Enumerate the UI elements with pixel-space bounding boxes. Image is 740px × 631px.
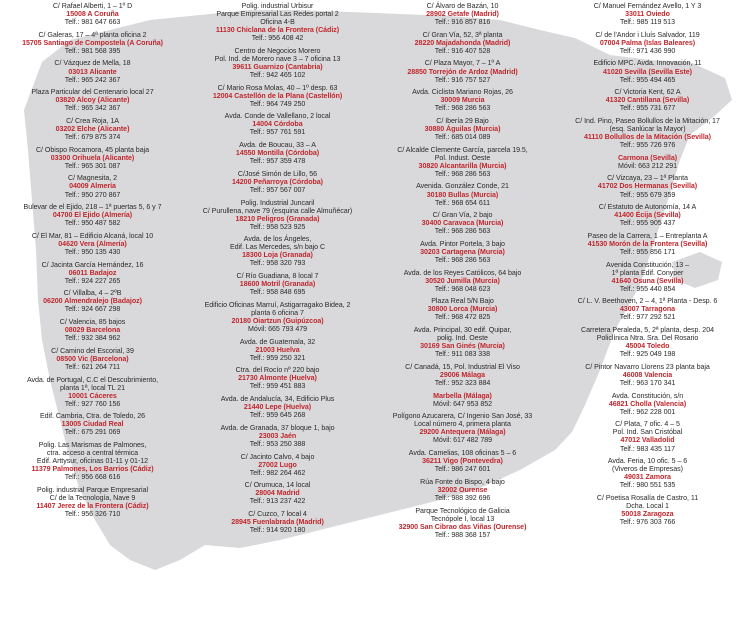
office-entry: [185, 453, 370, 477]
office-address: C/ Orumuca, 14 local: [244, 481, 311, 490]
office-phone: Telf.: 988 368 157: [434, 530, 491, 539]
office-address: 1ª planta Edif. Conyper: [611, 268, 684, 277]
office-entry: [555, 117, 740, 149]
office-address: C/ Pintor Navarro Llorens 23 planta baja: [585, 362, 710, 371]
office-phone: Telf.: 942 465 102: [249, 70, 306, 79]
office-city: 46008 Valencia: [622, 370, 673, 379]
office-address: C/ Villalba, 4 – 2ºB: [63, 289, 122, 298]
office-entry: [0, 261, 185, 285]
office-address: Local número 4, primera planta: [414, 420, 511, 429]
office-phone: Telf.: 957 359 478: [249, 157, 306, 166]
office-phone: Telf.: 958 848 695: [249, 288, 306, 297]
office-phone: Telf.: 986 247 601: [434, 465, 491, 474]
office-entry: [185, 141, 370, 165]
office-phone: Telf.: 968 654 611: [435, 198, 490, 207]
office-entry: [0, 289, 185, 313]
office-address: Dcha. Local 1: [626, 501, 669, 510]
office-city: 43007 Tarragona: [619, 305, 676, 314]
office-entry: [370, 31, 555, 55]
office-city: Marbella (Málaga): [433, 391, 492, 400]
office-phone: Telf.: 950 487 582: [64, 219, 121, 228]
office-city: 15008 A Coruña: [66, 10, 119, 19]
office-entry: [0, 441, 185, 481]
office-city: 45004 Toledo: [625, 342, 670, 351]
office-entry: [185, 481, 370, 505]
office-city: 28850 Torrejón de Ardoz (Madrid): [407, 67, 518, 76]
office-address: C/José Simón de Lillo, 56: [237, 169, 318, 178]
office-city: 21003 Huelva: [255, 345, 300, 354]
office-address: Avda. de los Ángeles,: [243, 235, 312, 244]
office-address: Edificio MPC. Avda. Innovación, 11: [593, 59, 702, 68]
office-phone: Telf.: 963 170 341: [619, 379, 676, 387]
office-address: Tecnópole I, local 13: [430, 514, 495, 523]
office-address: C/ de l'Andor i Lluís Salvador, 119: [595, 30, 700, 39]
office-phone: Telf.: 981 568 395: [64, 46, 121, 55]
office-address: Avda. Principal, 30 edif. Quipar,: [413, 326, 512, 335]
office-phone: Telf.: 957 567 007: [249, 185, 306, 194]
office-phone: Telf.: 965 342 367: [64, 104, 121, 113]
office-entry: [0, 31, 185, 55]
office-entry: [370, 240, 555, 264]
office-entry: [555, 88, 740, 112]
office-address: C/ Jacinto Calvo, 4 bajo: [240, 452, 315, 461]
office-address: C/ Cuzco, 7 local 4: [248, 510, 307, 519]
office-phone: Telf.: 675 291 069: [64, 428, 121, 437]
office-entry: [370, 211, 555, 235]
office-address: C/ Camino del Escorial, 39: [51, 346, 134, 355]
office-phone: Telf.: 965 301 087: [64, 161, 121, 170]
office-city: 30800 Lorca (Murcia): [427, 305, 498, 314]
office-city: 20180 Oiartzun (Guipúzcoa): [231, 316, 324, 325]
office-entry: [185, 395, 370, 419]
office-city: 11379 Palmones, Los Barrios (Cádiz): [31, 465, 154, 474]
office-phone: Telf.: 679 875 374: [64, 133, 121, 142]
office-address: Avda. Camelias, 108 oficinas 5 – 6: [408, 449, 517, 458]
office-entry: [555, 261, 740, 293]
office-entry: [555, 174, 740, 198]
office-entry: [370, 59, 555, 83]
office-address: Pol. Ind. San Cristóbal: [612, 428, 683, 437]
office-city: 03820 Alcoy (Alicante): [55, 96, 130, 105]
office-entry: [555, 457, 740, 489]
office-city: 21440 Lepe (Huelva): [243, 403, 312, 412]
office-entry: [370, 449, 555, 473]
office-city: 28945 Fuenlabrada (Madrid): [231, 518, 324, 527]
office-city: 28220 Majadahonda (Madrid): [414, 38, 511, 47]
office-address: Avda. Ciclista Mariano Rojas, 26: [412, 88, 513, 97]
office-entry: [0, 88, 185, 112]
office-city: 49031 Zamora: [624, 473, 671, 482]
office-address: C/ Galeras, 17 – 4ª planta oficina 2: [38, 30, 147, 39]
office-address: Avda. de Guatemala, 32: [239, 337, 316, 346]
office-city: 41320 Cantillana (Sevilla): [605, 96, 690, 105]
office-city: 03013 Alicante: [68, 67, 117, 76]
office-address: C/ Gran Vía, 52, 3ª planta: [422, 30, 503, 39]
office-address: Plaza Particular del Centenario local 27: [31, 88, 154, 97]
office-address: polig. Ind. Oeste: [437, 334, 488, 343]
office-city: 30400 Caravaca (Murcia): [421, 219, 504, 228]
office-city: 04620 Vera (Almería): [58, 239, 127, 248]
office-phone: Telf.: 950 135 430: [64, 247, 121, 256]
office-city: 29006 Málaga: [439, 370, 486, 379]
office-city: 08500 Vic (Barcelona): [56, 354, 129, 363]
office-city: 28902 Getafe (Madrid): [426, 10, 499, 19]
office-city: 41702 Dos Hermanas (Sevilla): [597, 182, 698, 191]
office-entry: [185, 272, 370, 296]
office-entry: [370, 326, 555, 358]
office-phone: Telf.: 925 049 198: [619, 350, 676, 359]
office-address: Polig. Industrial Juncaril: [240, 198, 315, 207]
office-address: C/ Magnesita, 2: [68, 174, 117, 183]
office-city: 47012 Valladolid: [620, 436, 675, 445]
office-address: C/ Plaza Mayor, 7 – 1º A: [424, 59, 501, 68]
office-city: 14550 Montilla (Córdoba): [235, 149, 320, 158]
office-address: C/ Rafael Alberti, 1 – 1º D: [52, 2, 133, 10]
office-address: (esq. Sanlúcar la Mayor): [609, 124, 686, 133]
office-entry: [185, 112, 370, 136]
office-entry: [185, 301, 370, 333]
column-1: [0, 2, 185, 523]
office-phone: Telf.: 959 250 321: [249, 353, 306, 362]
office-address: Carretera Peraleda, 5, 2ª planta, desp. 204: [581, 326, 714, 335]
office-phone: Telf.: 988 392 696: [434, 493, 491, 502]
office-city: Carmona (Sevilla): [617, 153, 678, 162]
office-phone: Telf.: 982 264 462: [249, 468, 306, 477]
office-city: 39611 Guarnizo (Cantabria): [232, 62, 323, 71]
office-city: 06200 Almendralejo (Badajoz): [43, 297, 142, 306]
office-city: 30520 Jumilla (Murcia): [425, 276, 500, 285]
office-phone: Telf.: 955 731 677: [619, 104, 676, 113]
office-entry: [0, 232, 185, 256]
office-city: 23003 Jaén: [258, 431, 297, 440]
office-city: 07004 Palma (Islas Baleares): [599, 38, 696, 47]
office-entry: [555, 297, 740, 321]
office-city: 13005 Ciudad Real: [61, 420, 124, 429]
office-phone: Telf.: 953 250 388: [249, 439, 306, 448]
office-address: C/ Alcalde Clemente García, parcela 19.5,: [397, 145, 528, 154]
office-entry: [0, 117, 185, 141]
office-entry: [370, 507, 555, 539]
office-entry: [370, 392, 555, 408]
office-phone: Telf.: 956 408 42: [251, 34, 304, 43]
office-city: 41640 Osuna (Sevilla): [611, 276, 684, 285]
office-entry: [370, 363, 555, 387]
office-phone: Telf.: 685 014 089: [434, 133, 491, 142]
office-address: Oficina 4-B: [260, 18, 295, 27]
office-address: C/ Mario Rosa Molas, 40 – 1º desp. 63: [217, 83, 338, 92]
office-address: Avda. de los Reyes Católicos, 64 bajo: [403, 268, 522, 277]
office-phone: Móvil: 663 212 291: [617, 161, 678, 170]
office-city: 32002 Ourense: [437, 485, 488, 494]
office-phone: Telf.: 980 551 535: [619, 481, 676, 490]
office-address: Avenida Constitución, 13 –: [606, 260, 689, 269]
office-address: C/ Obispo Rocamora, 45 planta baja: [35, 145, 150, 154]
office-city: 30169 San Ginés (Murcia): [420, 342, 505, 351]
office-phone: Telf.: 971 436 990: [619, 46, 676, 55]
office-address: C/ de la Tecnología, Nave 9: [49, 493, 136, 502]
office-entry: [0, 347, 185, 371]
office-entry: [370, 2, 555, 26]
office-address: C/ El Mar, 81 – Edificio Alcaná, local 10: [31, 231, 154, 240]
office-entry: [370, 182, 555, 206]
office-address: C/ Crea Roja, 1A: [66, 116, 119, 125]
office-address: C/ Victoria Kent, 62 A: [614, 88, 681, 97]
office-address: Edif. Arttysur, oficinas 01-11 y 01-12: [36, 457, 149, 466]
office-city: 41530 Morón de la Frontera (Sevilla): [587, 239, 708, 248]
office-phone: Telf.: 955 726 976: [619, 141, 676, 150]
office-phone: Telf.: 955 494 465: [619, 75, 676, 84]
office-entry: [185, 199, 370, 231]
office-phone: Móvil: 617 482 789: [432, 436, 493, 445]
office-address: Avda. Pintor Portela, 3 bajo: [420, 239, 505, 248]
office-address: C/ Purullena, nave 79 (esquina calle Almuñécar): [202, 206, 353, 215]
office-phone: Móvil: 647 953 852: [432, 399, 493, 408]
office-address: C/ Vázquez de Mella, 18: [54, 59, 131, 68]
office-city: 30820 Alcantarilla (Murcia): [418, 161, 507, 170]
office-address: Parque Tecnológico de Galicia: [415, 506, 510, 515]
office-address: C/ Manuel Fernández Avello, 1 Y 3: [593, 2, 702, 10]
office-phone: Telf.: 968 286 563: [434, 169, 491, 178]
office-phone: Telf.: 962 228 001: [619, 407, 676, 416]
office-entry: [185, 424, 370, 448]
office-phone: Telf.: 977 292 521: [619, 313, 676, 322]
office-city: 18210 Peligros (Granada): [235, 214, 320, 223]
office-city: 28004 Madrid: [255, 489, 300, 498]
office-entry: [555, 420, 740, 452]
office-address: C/ Jacinta García Hernández, 16: [41, 260, 144, 269]
office-city: 32900 San Cibrao das Viñas (Ourense): [398, 522, 527, 531]
office-phone: Telf.: 955 856 171: [619, 247, 676, 256]
office-city: 15705 Santiago de Compostela (A Coruña): [22, 38, 163, 47]
office-address: C/ Ind. Pino, Paseo Bollullos de la Mitación, 17: [575, 116, 720, 125]
office-address: Avda. de Boucau, 33 – A: [239, 141, 316, 150]
office-phone: Telf.: 932 384 962: [64, 334, 121, 343]
office-phone: Telf.: 968 048 623: [434, 284, 491, 293]
office-city: 46821 Cholla (Valencia): [608, 399, 687, 408]
office-address: Polig. industrial Parque Empresarial: [37, 485, 148, 494]
office-phone: Telf.: 968 286 563: [434, 227, 491, 236]
office-city: 18600 Motril (Granada): [239, 280, 316, 289]
office-phone: Telf.: 959 645 268: [249, 411, 306, 420]
office-city: 04700 El Ejido (Almería): [52, 211, 133, 220]
office-address: C/ Vizcaya, 23 – 1ª Planta: [607, 174, 688, 183]
office-phone: Telf.: 621 264 711: [65, 362, 120, 371]
office-entry: [0, 318, 185, 342]
office-city: 06011 Badajoz: [68, 268, 117, 277]
office-phone: Telf.: 955 440 854: [619, 284, 676, 293]
office-entry: [555, 494, 740, 526]
office-city: 41020 Sevilla (Sevilla Este): [603, 67, 692, 76]
office-address: C/ Estatuto de Autonomía, 14 A: [598, 203, 697, 212]
office-city: 41110 Bollullos de la Mitación (Sevilla): [584, 133, 711, 142]
office-address: Pol. Indust. Oeste: [434, 153, 491, 162]
office-phone: Telf.: 968 472 825: [434, 313, 491, 322]
office-entry: [0, 486, 185, 518]
office-address: Edif. Cambria, Ctra. de Toledo, 26: [39, 412, 146, 421]
office-entry: [555, 203, 740, 227]
office-entry: [0, 174, 185, 198]
office-entry: [370, 297, 555, 321]
office-city: 12004 Castellón de la Plana (Castellón): [212, 91, 343, 100]
office-entry: [555, 392, 740, 416]
office-address: Plaza Real 5/N Bajo: [431, 297, 494, 306]
office-city: 41400 Écija (Sevilla): [614, 211, 681, 220]
office-address: C/ L. V. Beethoven, 2 – 4, 1ª Planta - Desp. 6: [577, 297, 718, 306]
office-address: C/ Poetisa Rosalía de Castro, 11: [596, 493, 699, 502]
office-entry: [555, 2, 740, 26]
office-phone: Telf.: 914 920 180: [249, 526, 306, 535]
office-address: (Viveros de Empresas): [612, 465, 683, 474]
office-city: 14200 Peñarroya (Córdoba): [231, 177, 323, 186]
office-address: Polig. Las Marismas de Palmones,: [38, 441, 147, 450]
office-entry: [0, 412, 185, 436]
office-city: 29200 Antequera (Málaga): [419, 428, 506, 437]
office-address: Avenida. González Conde, 21: [416, 182, 509, 191]
office-address: Parque Empresarial Las Redes portal 2: [216, 10, 339, 19]
office-address: ctra. acceso a central térmica: [46, 449, 139, 458]
office-phone: Telf.: 985 119 513: [620, 18, 675, 27]
office-entry: [555, 154, 740, 170]
office-phone: Telf.: 968 286 563: [434, 104, 491, 113]
office-phone: Telf.: 955 679 359: [619, 190, 676, 199]
office-address: C/ Gran Vía, 2 bajo: [432, 211, 493, 220]
office-city: 18300 Loja (Granada): [242, 251, 313, 260]
office-phone: Telf.: 976 303 766: [619, 518, 676, 527]
office-address: Avda. de Andalucía, 34, Edificio Plus: [220, 395, 335, 404]
office-entry: [555, 232, 740, 256]
office-entry: [185, 170, 370, 194]
office-entry: [0, 203, 185, 227]
office-city: 08029 Barcelona: [64, 326, 121, 335]
office-phone: Telf.: 911 083 338: [435, 350, 490, 359]
office-city: 10001 Cáceres: [68, 391, 117, 400]
office-phone: Móvil: 665 793 479: [247, 324, 308, 333]
office-address: Avda. Feria, 10 ofic. 5 – 6: [607, 457, 688, 466]
office-address: Avda. de Granada, 37 bloque 1, bajo: [220, 423, 335, 432]
office-entry: [555, 363, 740, 387]
column-4: [555, 2, 740, 531]
office-entry: [185, 338, 370, 362]
office-address: Rúa Fonte do Bispo, 4 bajo: [420, 477, 505, 486]
office-phone: Telf.: 952 323 884: [434, 379, 491, 387]
office-city: 04009 Almería: [69, 182, 116, 191]
office-address: C/ Río Guadiana, 8 local 7: [236, 272, 319, 281]
office-entry: [555, 31, 740, 55]
office-address: C/ Valencia, 85 bajos: [59, 318, 126, 327]
office-entry: [555, 59, 740, 83]
office-address: C/ Ibería 29 Bajo: [436, 116, 489, 125]
office-entry: [0, 146, 185, 170]
office-entry: [185, 2, 370, 42]
office-address: Avda. Conde de Vallellano, 2 local: [224, 112, 331, 121]
office-city: 30009 Murcia: [440, 96, 485, 105]
office-phone: Telf.: 981 647 663: [64, 18, 121, 27]
office-entry: [370, 88, 555, 112]
office-entry: [370, 478, 555, 502]
office-phone: Telf.: 927 760 156: [64, 399, 121, 408]
office-phone: Telf.: 958 523 925: [249, 222, 306, 231]
office-entry: [0, 59, 185, 83]
office-address: C/ Canadá, 15, Pol. Industrial El Viso: [405, 362, 520, 371]
office-phone: Telf.: 924 227 265: [64, 276, 121, 285]
office-phone: Telf.: 913 237 422: [249, 497, 306, 506]
office-entry: [0, 2, 185, 26]
office-phone: Telf.: 968 286 563: [434, 256, 491, 265]
office-phone: Telf.: 916 757 527: [434, 75, 491, 84]
office-entry: [370, 412, 555, 444]
office-entry: [555, 326, 740, 358]
office-phone: Telf.: 950 270 867: [64, 190, 121, 199]
office-entry: [370, 117, 555, 141]
office-entry: [185, 510, 370, 534]
office-phone: Telf.: 924 667 298: [64, 305, 121, 314]
office-entry: [185, 366, 370, 390]
office-phone: Telf.: 916 857 816: [434, 18, 491, 27]
office-phone: Telf.: 956 326 710: [64, 510, 121, 519]
office-address: Avda. de Portugal, C.C el Descubrimiento,: [26, 375, 159, 384]
office-address: Pol. Ind. de Morero nave 3 – 7 oficina 13: [214, 54, 341, 63]
column-2: [185, 2, 370, 539]
office-phone: Telf.: 916 407 528: [434, 46, 491, 55]
office-address: Edif. Las Mercedes, s/n bajo C: [229, 243, 326, 252]
office-address: Edificio Oficinas Marruí, Astigarragako Bidea, 2: [204, 300, 351, 309]
office-city: 21730 Almonte (Huelva): [238, 374, 317, 383]
office-entry: [185, 235, 370, 267]
office-city: 14004 Córdoba: [252, 120, 303, 129]
office-address: Bulevar de el Ejido, 218 – 1ª puertas 5, 6 y 7: [23, 203, 162, 212]
office-phone: Telf.: 964 749 250: [249, 99, 306, 108]
office-address: Policlínica Ntra. Sra. Del Rosario: [596, 334, 699, 343]
office-address: Paseo de la Carrera, 1 – Entreplanta A: [587, 231, 708, 240]
office-address: planta 6 oficina 7: [251, 308, 304, 317]
office-city: 30180 Bullas (Murcia): [426, 190, 499, 199]
office-city: 30880 Águilas (Murcia): [424, 124, 501, 133]
office-address: Polígono Azucarera, C/ Ingenio San José, 33: [392, 412, 533, 421]
office-phone: Telf.: 955 905 437: [619, 219, 676, 228]
office-address: Ctra. del Rocío nº 220 bajo: [235, 366, 320, 375]
office-city: 27002 Lugo: [258, 460, 297, 469]
office-city: 30203 Cartagena (Murcia): [420, 247, 505, 256]
office-entry: [370, 269, 555, 293]
office-entry: [0, 376, 185, 408]
office-address: Centro de Negocios Morero: [234, 46, 321, 55]
office-city: 50018 Zaragoza: [621, 510, 674, 519]
office-entry: [185, 84, 370, 108]
office-address: Avda. Constitución, s/n: [611, 391, 684, 400]
office-phone: Telf.: 959 451 883: [249, 382, 306, 391]
column-3: [370, 2, 555, 543]
office-city: 33011 Oviedo: [625, 10, 670, 19]
office-address: C/ Álvaro de Bazán, 10: [426, 2, 499, 10]
office-address: C/ Plata, 7 ofic. 4 – 5: [615, 420, 680, 429]
office-phone: Telf.: 965 242 367: [64, 75, 121, 84]
office-address: planta 1ª, local TL 21: [59, 383, 126, 392]
office-phone: Telf.: 956 668 616: [64, 473, 121, 482]
office-city: 11407 Jerez de la Frontera (Cádiz): [36, 501, 149, 510]
office-city: 36211 Vigo (Pontevedra): [422, 457, 503, 466]
office-phone: Telf.: 957 761 591: [249, 128, 306, 137]
office-entry: [370, 146, 555, 178]
office-address: Polig. industrial Urbisur: [241, 2, 314, 10]
office-phone: Telf.: 983 435 117: [620, 444, 675, 453]
office-city: 03202 Elche (Alicante): [55, 124, 130, 133]
office-entry: [185, 47, 370, 79]
office-city: 11130 Chiclana de la Frontera (Cádiz): [215, 26, 340, 35]
office-city: 03300 Orihuela (Alicante): [50, 153, 135, 162]
office-phone: Telf.: 958 320 793: [249, 259, 306, 268]
